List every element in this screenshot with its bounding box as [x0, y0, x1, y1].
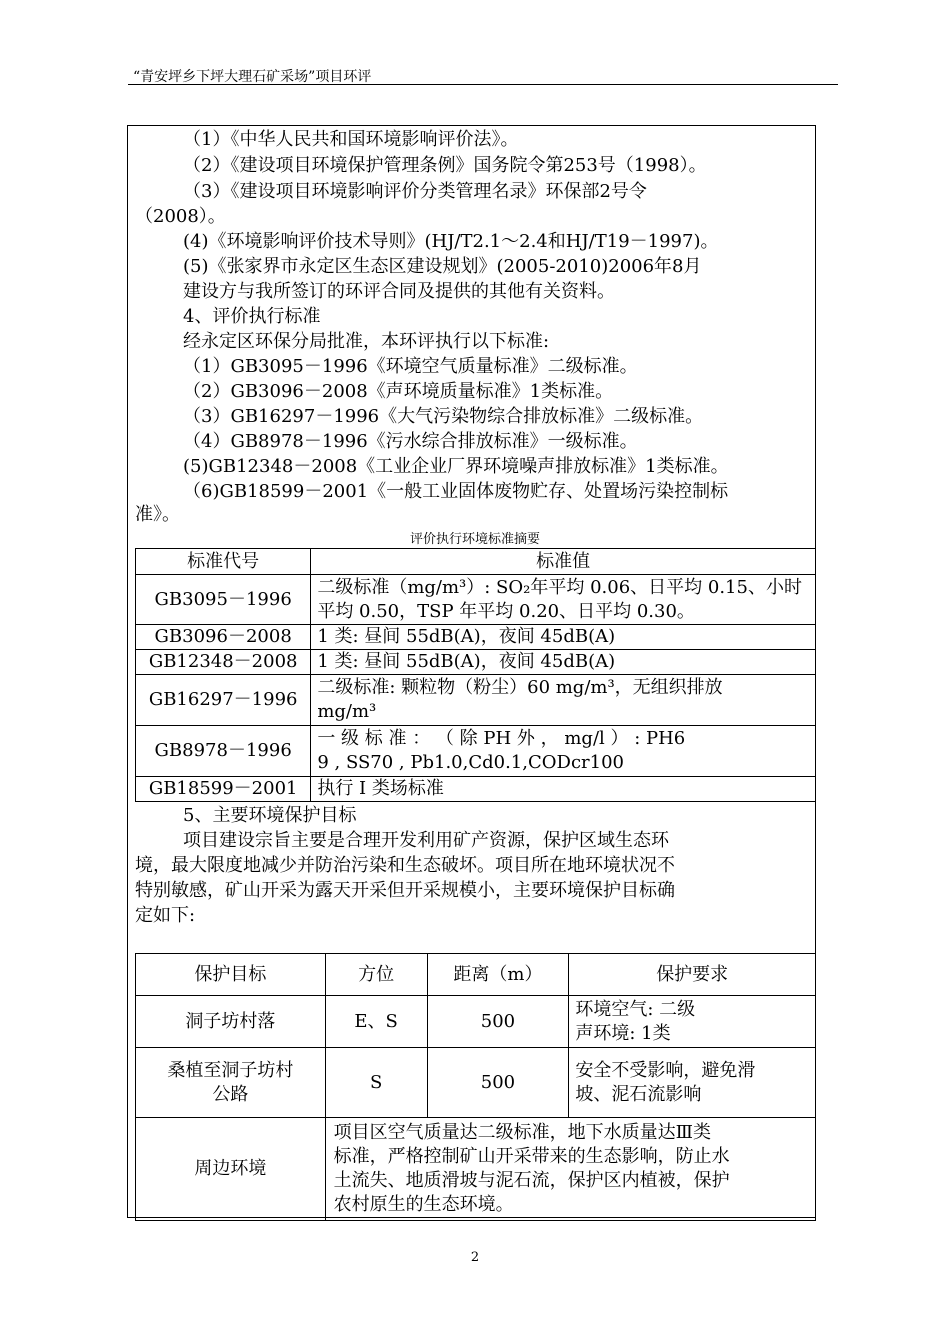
- text-line: (4)《环境影响评价技术导则》(HJ/T2.1～2.4和HJ/T19－1997)。: [183, 231, 719, 252]
- text-line: （1）GB3095－1996《环境空气质量标准》二级标准。: [183, 356, 638, 377]
- requirement-line: 项目区空气质量达二级标准，地下水质量达Ⅲ类: [333, 1122, 712, 1143]
- standard-value-line: 9 , SS70 , Pb1.0,Cd0.1,CODcr100: [317, 752, 624, 773]
- text-line: （3）GB16297－1996《大气污染物综合排放标准》二级标准。: [183, 406, 704, 427]
- table-row: [136, 1048, 816, 1118]
- column-header: 距离（m）: [427, 954, 569, 996]
- protection-table: [135, 953, 816, 1221]
- column-header: 保护要求: [569, 954, 816, 996]
- table-header-row: [136, 954, 816, 996]
- requirement-line: 标准，严格控制矿山开采带来的生态影响，防止水: [333, 1146, 730, 1167]
- table-row: [136, 726, 816, 777]
- text-line: 定如下:: [135, 905, 196, 926]
- standard-value-line: 一 级 标 准 ： （ 除 PH 外 ， mg/l ） : PH6: [317, 728, 686, 749]
- standard-value-line: mg/m³: [317, 701, 377, 722]
- distance: 500: [427, 996, 569, 1048]
- document-header: “青安坪乡下坪大理石矿采场”项目环评: [133, 69, 372, 85]
- text-line: 经永定区环保分局批准，本环评执行以下标准:: [183, 331, 550, 352]
- standard-value: [311, 575, 816, 625]
- standard-code: GB18599－2001: [136, 777, 311, 802]
- table-row: [136, 575, 816, 625]
- target-line: 桑植至洞子坊村: [167, 1059, 294, 1081]
- standard-code: GB3096－2008: [136, 625, 311, 650]
- column-header: 标准值: [311, 549, 816, 575]
- text-line: （6)GB18599－2001《一般工业固体废物贮存、处置场污染控制标: [183, 481, 729, 502]
- protection-requirement: [569, 996, 816, 1048]
- standard-code: GB8978－1996: [136, 726, 311, 777]
- text-line: （1）《中华人民共和国环境影响评价法》。: [183, 129, 519, 150]
- protection-target: 周边环境: [136, 1118, 326, 1221]
- table-caption: 评价执行环境标准摘要: [409, 532, 540, 547]
- table-row: [136, 1118, 816, 1221]
- protection-requirement: [569, 1048, 816, 1118]
- text-line: 项目建设宗旨主要是合理开发利用矿产资源，保护区域生态环: [183, 830, 669, 851]
- standard-value-line: 平均 0.50，TSP 年平均 0.20、日平均 0.30。: [317, 600, 695, 622]
- text-line: （2）GB3096－2008《声环境质量标准》1类标准。: [183, 381, 614, 402]
- requirement-line: 声环境: 1类: [575, 1022, 671, 1044]
- requirement-line: 土流失、地质滑坡与泥石流，保护区内植被，保护: [333, 1170, 730, 1191]
- table-row: [136, 625, 816, 650]
- column-header: 方位: [325, 954, 427, 996]
- column-header: 标准代号: [136, 549, 311, 575]
- requirement-line: 农村原生的生态环境。: [333, 1194, 514, 1215]
- table-row: [136, 675, 816, 726]
- standard-code: GB3095－1996: [136, 575, 311, 625]
- direction: S: [325, 1048, 427, 1118]
- standard-value: 1 类: 昼间 55dB(A)，夜间 45dB(A): [311, 625, 816, 650]
- table-row: [136, 777, 816, 802]
- text-line: (5)GB12348－2008《工业企业厂界环境噪声排放标准》1类标准。: [183, 456, 729, 477]
- protection-requirement: [325, 1118, 815, 1221]
- standard-code: GB16297－1996: [136, 675, 311, 726]
- protection-target: 洞子坊村落: [136, 996, 326, 1048]
- text-line: （4）GB8978－1996《污水综合排放标准》一级标准。: [183, 431, 638, 452]
- text-line: 特别敏感，矿山开采为露天开采但开采规模小，主要环境保护目标确: [135, 880, 675, 901]
- standard-value-line: 二级标准（mg/m³）: SO₂年平均 0.06、日平均 0.15、小时: [317, 576, 802, 598]
- standard-value: 执行 I 类场标准: [311, 777, 816, 802]
- requirement-line: 安全不受影响，避免滑: [575, 1059, 756, 1081]
- direction: E、S: [325, 996, 427, 1048]
- standard-code: GB12348－2008: [136, 650, 311, 675]
- text-line: （2008）。: [135, 206, 226, 227]
- table-row: [136, 650, 816, 675]
- requirement-line: 环境空气: 二级: [575, 998, 696, 1020]
- standard-value: [311, 675, 816, 726]
- section-heading: 4、评价执行标准: [183, 306, 321, 327]
- text-line: (5)《张家界市永定区生态区建设规划》(2005-2010)2006年8月: [183, 256, 702, 277]
- text-line: （2）《建设项目环境保护管理条例》国务院令第253号（1998）。: [183, 155, 707, 176]
- target-line: 公路: [212, 1083, 249, 1105]
- text-line: 建设方与我所签订的环评合同及提供的其他有关资料。: [183, 281, 615, 302]
- requirement-line: 坡、泥石流影响: [575, 1083, 702, 1105]
- table-row: [136, 996, 816, 1048]
- standard-value: [311, 726, 816, 777]
- header-rule: [128, 84, 838, 85]
- distance: 500: [427, 1048, 569, 1118]
- text-line: （3）《建设项目环境影响评价分类管理名录》环保部2号令: [183, 181, 647, 202]
- protection-target: [136, 1048, 326, 1118]
- text-line: 准》。: [135, 504, 180, 525]
- standards-table: [135, 548, 816, 802]
- table-header-row: [136, 549, 816, 575]
- column-header: 保护目标: [136, 954, 326, 996]
- text-line: 境，最大限度地减少并防治污染和生态破坏。项目所在地环境状况不: [135, 855, 675, 876]
- standard-value-line: 二级标准: 颗粒物（粉尘）60 mg/m³，无组织排放: [317, 677, 723, 698]
- section-heading: 5、主要环境保护目标: [183, 805, 357, 826]
- standard-value: 1 类: 昼间 55dB(A)，夜间 45dB(A): [311, 650, 816, 675]
- page-number: 2: [470, 1250, 480, 1265]
